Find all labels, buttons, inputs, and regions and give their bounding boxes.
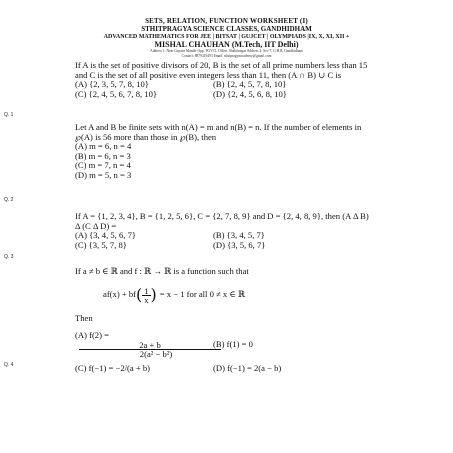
q4-then: Then	[75, 312, 93, 323]
q3-option-b: (B) {3, 4, 5, 7}	[213, 230, 265, 241]
address-line-2: Contact: 8879419493 Email: sthitpragyaacademy@gmail.com	[181, 54, 272, 58]
question-3	[75, 212, 375, 250]
q4-option-a-prefix: (A) f(2) =	[75, 330, 109, 341]
q4-option-a-den: 2(a² − b²)	[139, 348, 173, 359]
q4-option-a	[75, 331, 213, 358]
institute-name: STHITPRAGYA SCIENCE CLASSES, GANDHIDHAM	[141, 25, 312, 33]
question-4	[75, 267, 375, 373]
courses-line: ADVANCED MATHEMATICS FOR JEE | BITSAT | GUJCET | OLYMPIADS |IX, X, XI, XII +	[103, 34, 350, 40]
q2-option-b: (B) m = 6, n = 3	[75, 150, 131, 161]
question-3-text: If A = {1, 2, 3, 4}, B = {1, 2, 5, 6}, C = {2, 7, 8, 9} and D = {2, 4, 8, 9}, then (A Δ B) Δ (C Δ D) =	[75, 211, 369, 231]
question-4-number: Q. 4	[4, 362, 14, 368]
address-line-1: Address 1: Near Gayatri Mandir Opp. PGVCL Office, Shaktinagar Address 2: Sec-7, G.H.B, Gandhidham	[150, 49, 303, 53]
question-3-number: Q. 3	[4, 254, 14, 260]
question-1-number: Q. 1	[4, 112, 14, 118]
q4-eq-fraction	[142, 287, 150, 304]
left-paren-icon: (	[136, 285, 143, 305]
q2-option-c: (C) m = 7, n = 4	[75, 160, 131, 171]
q4-option-c: (C) f(−1) = −2/(a + b)	[75, 362, 150, 373]
q4-eq-frac-den: x	[144, 294, 149, 305]
q1-option-d: (D) {2, 4, 5, 6, 8, 10}	[213, 88, 287, 99]
q4-equation	[103, 287, 375, 304]
right-paren-icon: )	[150, 285, 157, 305]
q1-option-c: (C) {2, 4, 5, 6, 7, 8, 10}	[75, 88, 158, 99]
q1-option-a: (A) {2, 3, 5, 7, 8, 10}	[75, 79, 149, 90]
question-1	[75, 61, 375, 99]
worksheet-title: SETS, RELATION, FUNCTION WORKSHEET (I)	[145, 17, 308, 25]
q4-eq-frac-num: 1	[144, 285, 149, 296]
question-2-number: Q. 2	[4, 197, 14, 203]
q4-option-b: (B) f(1) = 0	[213, 338, 253, 349]
question-2-text: Let A and B be finite sets with n(A) = m and n(B) = n. If the number of elements in ℘(A) is 56 more than those in ℘(B), then	[75, 122, 362, 142]
q4-eq-right: = x − 1 for all 0 ≠ x ∈ ℝ	[159, 289, 245, 300]
question-2	[75, 123, 375, 181]
q4-eq-left: af(x) + bf	[103, 289, 136, 300]
teacher-name: MISHAL CHAUHAN (M.Tech, IIT Delhi)	[154, 40, 299, 49]
question-1-text: If A is the set of positive divisors of 20, B is the set of all prime numbers less than 15 and C is the set of all positive even integers less than 11, then (A ∩ B) ∪ C is	[75, 60, 368, 80]
question-4-text: If a ≠ b ∈ ℝ and f : ℝ → ℝ is a function such that	[75, 266, 249, 276]
q4-option-a-num: 2a + b	[79, 341, 221, 350]
q3-option-d: (D) {3, 5, 6, 7}	[213, 239, 266, 250]
q1-option-b: (B) {2, 4, 5, 7, 8, 10}	[213, 79, 287, 90]
q3-option-c: (C) {3, 5, 7, 8}	[75, 239, 127, 250]
q2-option-d: (D) m = 5, n = 3	[75, 169, 132, 180]
q4-option-d: (D) f(−1) = 2(a − b)	[213, 362, 282, 373]
q4-option-a-fraction	[79, 341, 229, 358]
q2-option-a: (A) m = 6, n = 4	[75, 141, 132, 152]
q3-option-a: (A) {3, 4, 5, 6, 7}	[75, 230, 136, 241]
